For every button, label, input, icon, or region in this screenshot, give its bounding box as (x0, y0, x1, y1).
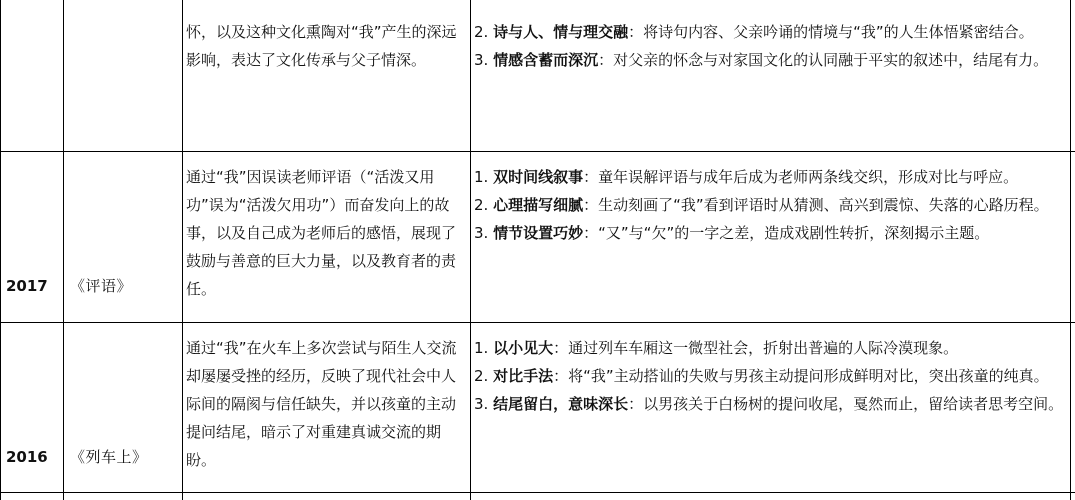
summary-cell: 怀，以及这种文化熏陶对“我”产生的深远影响，表达了文化传承与父子情深。 (186, 23, 457, 69)
year-cell: 2017 (6, 277, 48, 295)
table-divider-col2 (182, 0, 183, 500)
features-cell (474, 334, 1064, 418)
feature-item: 2. 诗与人、情与理交融：将诗句内容、父亲吟诵的情境与“我”的人生体悟紧密结合。 (474, 23, 1034, 41)
features-cell (474, 18, 1064, 74)
table-divider-col1 (63, 0, 64, 500)
feature-item: 2. 心理描写细腻：生动刻画了“我”看到评语时从猜测、高兴到震惊、失落的心路历程。 (474, 196, 1049, 214)
feature-item: 3. 情节设置巧妙：“又”与“欠”的一字之差，造成戏剧性转折，深刻揭示主题。 (474, 224, 990, 242)
feature-item: 3. 情感含蓄而深沉：对父亲的怀念与对家国文化的认同融于平实的叙述中，结尾有力。 (474, 51, 1049, 69)
title-cell: 《列车上》 (70, 448, 148, 466)
year-cell: 2016 (6, 448, 48, 466)
table-row-divider-2 (0, 322, 1075, 323)
feature-item: 3. 结尾留白，意味深长：以男孩关于白杨树的提问收尾，戛然而止，留给读者思考空间。 (474, 395, 1064, 413)
table-row-divider-1 (0, 151, 1075, 152)
table-bottom-border (0, 492, 1075, 493)
feature-item: 1. 双时间线叙事：童年误解评语与成年后成为老师两条线交织，形成对比与呼应。 (474, 168, 1019, 186)
title-cell: 《评语》 (70, 277, 133, 295)
table-border-left (0, 0, 1, 500)
features-cell (474, 163, 1064, 247)
table-divider-col3 (470, 0, 471, 500)
feature-item: 2. 对比手法：将“我”主动搭讪的失败与男孩主动提问形成鲜明对比，突出孩童的纯真。 (474, 367, 1049, 385)
feature-item: 1. 以小见大：通过列车车厢这一微型社会，折射出普遍的人际冷漠现象。 (474, 339, 959, 357)
summary-cell: 通过“我”在火车上多次尝试与陌生人交流却屡屡受挫的经历，反映了现代社会中人际间的隔阂与信任缺失，并以孩童的主动提问结尾，暗示了对重建真诚交流的期盼。 (186, 339, 457, 469)
summary-cell: 通过“我”因误读老师评语（“活泼又用功”误为“活泼欠用功”）而奋发向上的故事，以及自己成为老师后的感悟，展现了鼓励与善意的巨大力量，以及教育者的责任。 (186, 168, 457, 298)
table-border-right (1070, 0, 1071, 500)
